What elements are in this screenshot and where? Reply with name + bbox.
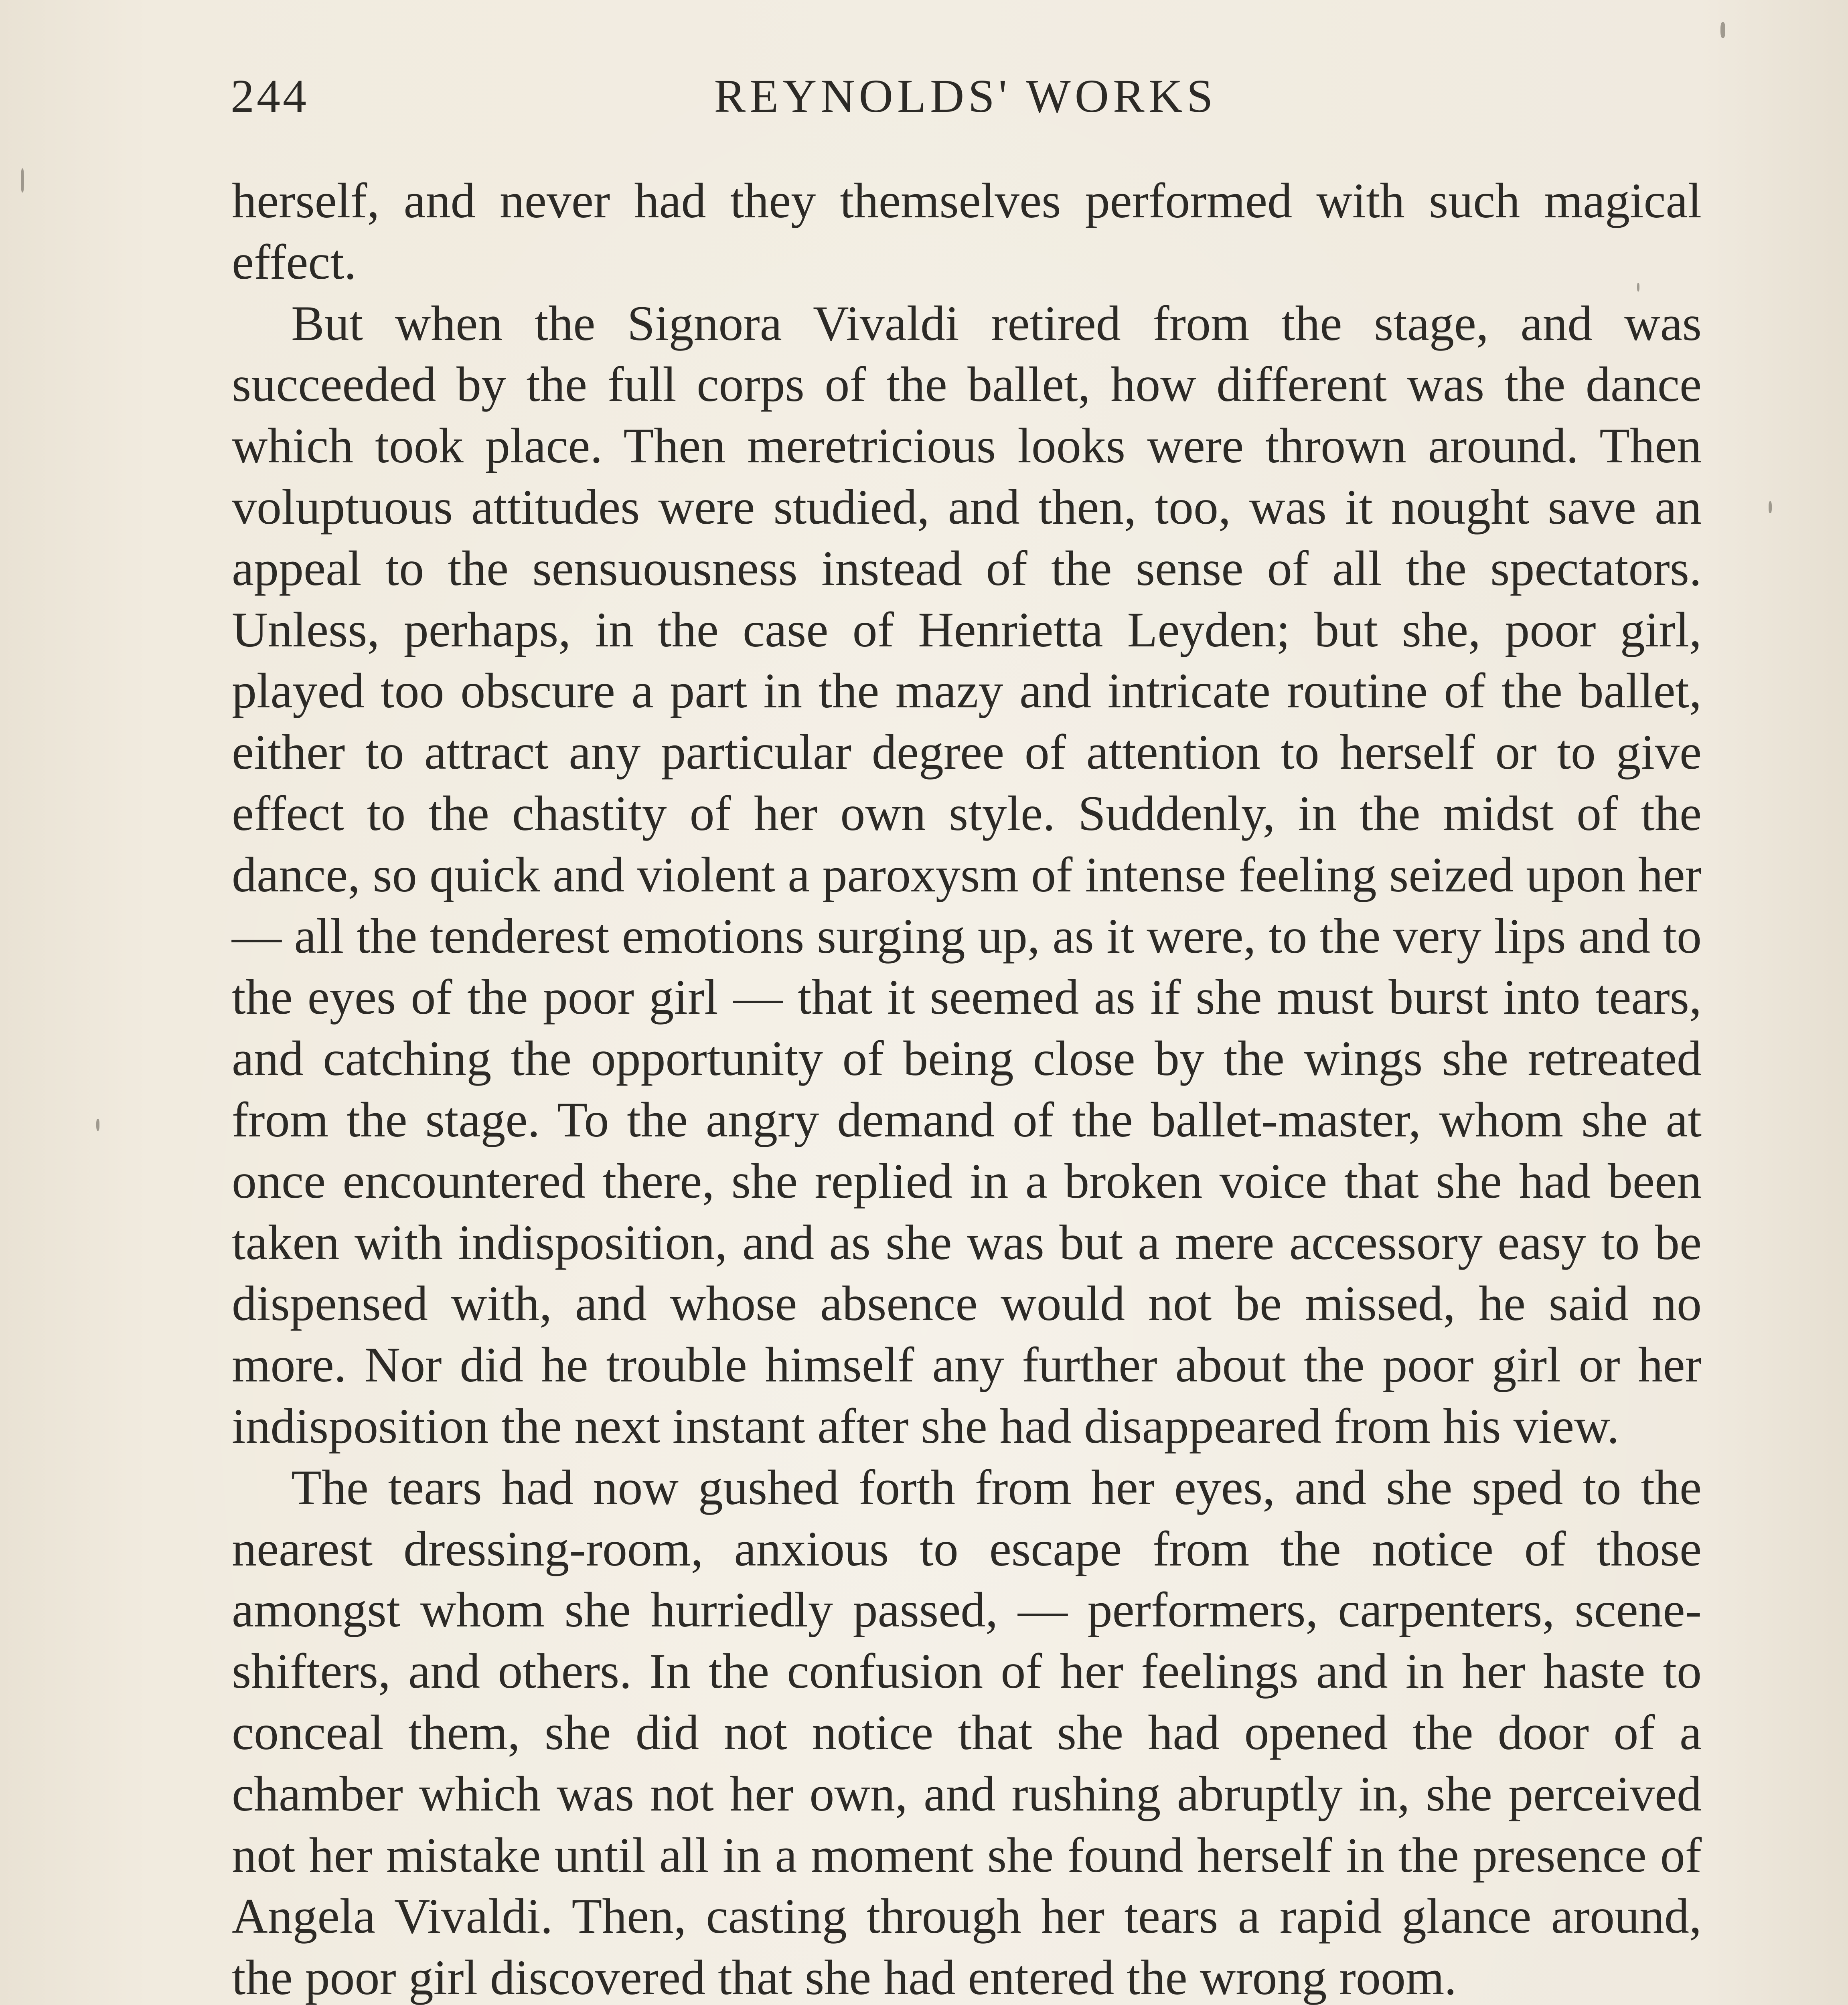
paper-speck xyxy=(21,168,24,192)
paragraph-1: herself, and never had they themselves performed with such magical effect. xyxy=(232,173,1702,290)
paper-speck xyxy=(1720,22,1725,38)
page-number: 244 xyxy=(231,70,309,122)
paragraph-2: But when the Signora Vivaldi retired from the stage, and was succeeded by the full corps of the ballet, how different was the dance which took place. Then meretricious looks were thrown around. Then voluptuous attitudes were studied, and then, too, was it nought save an appeal to the sensuousness instead of the sense of all the spectators. Unless, perhaps, in the case of Henrietta Leyden; but she, poor girl, played too obscure a part in the mazy and intricate routine of the ballet, either to attract any particular degree of attention to herself or to give effect to the chastity of her own style. Suddenly, in the midst of the dance, so quick and violent a paroxysm of intense feeling seized upon her — all the tenderest emotions surging up, as it were, to the very lips and to the eyes of the poor girl — that it seemed as if she must burst into tears, and catching the opportunity of being close by the wings she retreated from the stage. To the angry demand of the ballet-master, whom she at once encountered there, she replied in a broken voice that she had been taken with indisposition, and as she was but a mere accessory easy to be dispensed with, and whose absence would not be missed, he said no more. Nor did he trouble himself any further about the poor girl or her indisposition the next instant after she had disappeared from his view. xyxy=(232,296,1702,1454)
paper-speck xyxy=(1769,501,1772,513)
page-header xyxy=(231,60,1700,132)
paper-speck xyxy=(96,1119,99,1131)
paper-speck xyxy=(1637,283,1639,292)
paragraph-3: The tears had now gushed forth from her eyes, and she sped to the nearest dressing-room, anxious to escape from the notice of those amongst whom she hurriedly passed, — performers, carpenters, scene-shifters, and others. In the confusion of her feelings and in her haste to conceal them, she did not notice that she had opened the door of a chamber which was not her own, and rushing abruptly in, she perceived not her mistake until all in a moment she found herself in the presence of Angela Vivaldi. Then, casting through her tears a rapid glance around, the poor girl discovered that she had entered the wrong room. xyxy=(232,1460,1702,2005)
body-text xyxy=(232,170,1702,2005)
running-head: REYNOLDS' WORKS xyxy=(714,70,1217,122)
